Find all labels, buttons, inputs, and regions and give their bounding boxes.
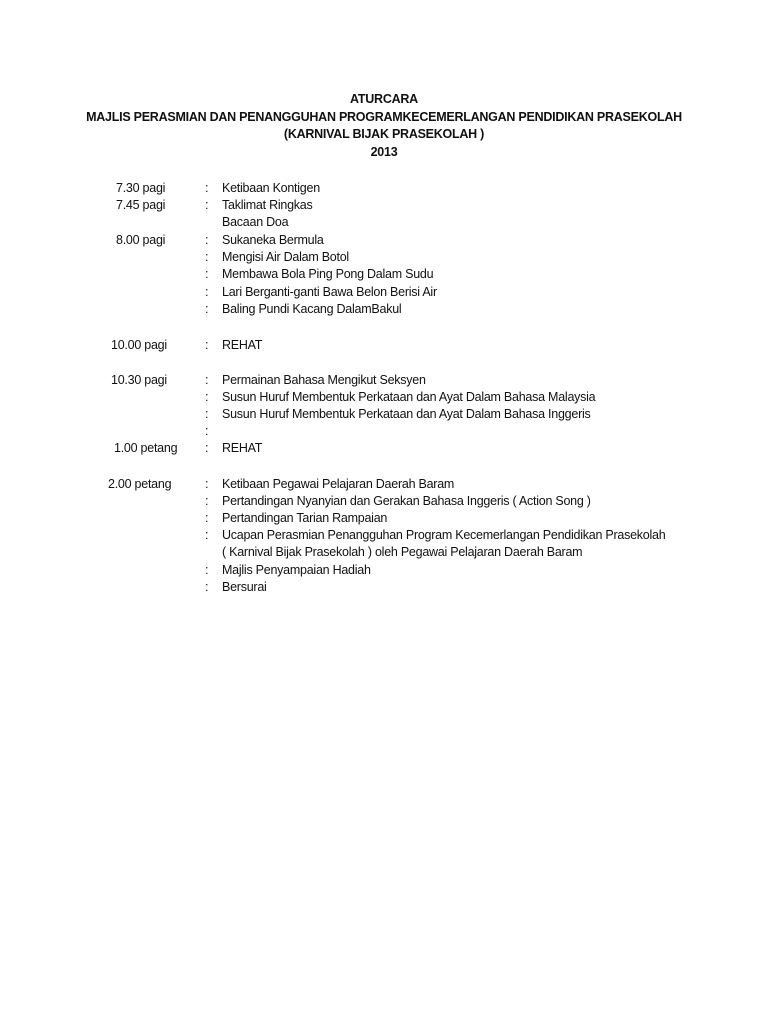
schedule-time: 2.00 petang bbox=[108, 477, 172, 491]
schedule-activity: Lari Berganti-ganti Bawa Belon Berisi Air bbox=[222, 285, 437, 299]
schedule-activity: REHAT bbox=[222, 441, 263, 455]
schedule-time: 1.00 petang bbox=[114, 441, 178, 455]
separator-colon: : bbox=[205, 285, 209, 299]
separator-colon: : bbox=[205, 250, 209, 264]
separator-colon: : bbox=[205, 511, 209, 525]
schedule-activity: Bacaan Doa bbox=[222, 215, 289, 229]
schedule-activity: Pertandingan Nyanyian dan Gerakan Bahasa Inggeris ( Action Song ) bbox=[222, 494, 591, 508]
separator-colon: : bbox=[205, 233, 209, 247]
schedule-activity: Sukaneka Bermula bbox=[222, 233, 324, 247]
schedule-activity: Taklimat Ringkas bbox=[222, 198, 313, 212]
schedule-row bbox=[0, 562, 768, 579]
schedule-row bbox=[0, 440, 768, 457]
schedule-row bbox=[0, 180, 768, 197]
schedule-activity: ( Karnival Bijak Prasekolah ) oleh Pegawai Pelajaran Daerah Baram bbox=[222, 545, 583, 559]
doc-title: ATURCARA bbox=[350, 92, 418, 106]
separator-colon: : bbox=[205, 198, 209, 212]
separator-colon: : bbox=[205, 424, 209, 438]
schedule-row bbox=[0, 423, 768, 440]
schedule-time: 8.00 pagi bbox=[116, 233, 166, 247]
schedule-time: 7.45 pagi bbox=[116, 198, 166, 212]
schedule-row bbox=[0, 544, 768, 561]
schedule-activity: Pertandingan Tarian Rampaian bbox=[222, 511, 388, 525]
schedule-row bbox=[0, 197, 768, 214]
schedule-activity: Mengisi Air Dalam Botol bbox=[222, 250, 349, 264]
schedule-row bbox=[0, 337, 768, 354]
schedule-row bbox=[0, 214, 768, 231]
schedule-activity: Ketibaan Pegawai Pelajaran Daerah Baram bbox=[222, 477, 455, 491]
separator-colon: : bbox=[205, 563, 209, 577]
separator-colon: : bbox=[205, 477, 209, 491]
doc-subtitle: MAJLIS PERASMIAN DAN PENANGGUHAN PROGRAMKECEMERLANGAN PENDIDIKAN PRASEKOLAH bbox=[86, 110, 682, 124]
separator-colon: : bbox=[205, 390, 209, 404]
schedule-activity: Susun Huruf Membentuk Perkataan dan Ayat Dalam Bahasa Malaysia bbox=[222, 390, 596, 404]
schedule-activity: Bersurai bbox=[222, 580, 267, 594]
schedule-row bbox=[0, 249, 768, 266]
schedule-activity: REHAT bbox=[222, 338, 263, 352]
doc-event-name: (KARNIVAL BIJAK PRASEKOLAH ) bbox=[283, 127, 485, 141]
separator-colon: : bbox=[205, 302, 209, 316]
schedule-activity: Permainan Bahasa Mengikut Seksyen bbox=[222, 373, 426, 387]
schedule-row bbox=[0, 406, 768, 423]
schedule-activity: Susun Huruf Membentuk Perkataan dan Ayat Dalam Bahasa Inggeris bbox=[222, 407, 591, 421]
schedule-activity: Majlis Penyampaian Hadiah bbox=[222, 563, 371, 577]
schedule-activity: Baling Pundi Kacang DalamBakul bbox=[222, 302, 402, 316]
separator-colon: : bbox=[205, 528, 209, 542]
schedule-row bbox=[0, 510, 768, 527]
schedule-row bbox=[0, 527, 768, 544]
schedule-row bbox=[0, 301, 768, 318]
separator-colon: : bbox=[205, 407, 209, 421]
separator-colon: : bbox=[205, 580, 209, 594]
doc-year: 2013 bbox=[370, 145, 398, 159]
schedule-time: 7.30 pagi bbox=[116, 181, 166, 195]
separator-colon: : bbox=[205, 267, 209, 281]
separator-colon: : bbox=[205, 338, 209, 352]
schedule-row bbox=[0, 476, 768, 493]
schedule-row bbox=[0, 372, 768, 389]
schedule-time: 10.30 pagi bbox=[111, 373, 167, 387]
separator-colon: : bbox=[205, 181, 209, 195]
schedule-row bbox=[0, 493, 768, 510]
schedule-row bbox=[0, 579, 768, 596]
schedule-activity: Membawa Bola Ping Pong Dalam Sudu bbox=[222, 267, 434, 281]
schedule-row bbox=[0, 232, 768, 249]
schedule-row bbox=[0, 284, 768, 301]
separator-colon: : bbox=[205, 373, 209, 387]
separator-colon: : bbox=[205, 441, 209, 455]
schedule-time: 10.00 pagi bbox=[111, 338, 167, 352]
schedule-activity: Ucapan Perasmian Penangguhan Program Kecemerlangan Pendidikan Prasekolah bbox=[222, 528, 666, 542]
schedule-activity: Ketibaan Kontigen bbox=[222, 181, 320, 195]
separator-colon: : bbox=[205, 494, 209, 508]
schedule-row bbox=[0, 389, 768, 406]
schedule-row bbox=[0, 266, 768, 283]
